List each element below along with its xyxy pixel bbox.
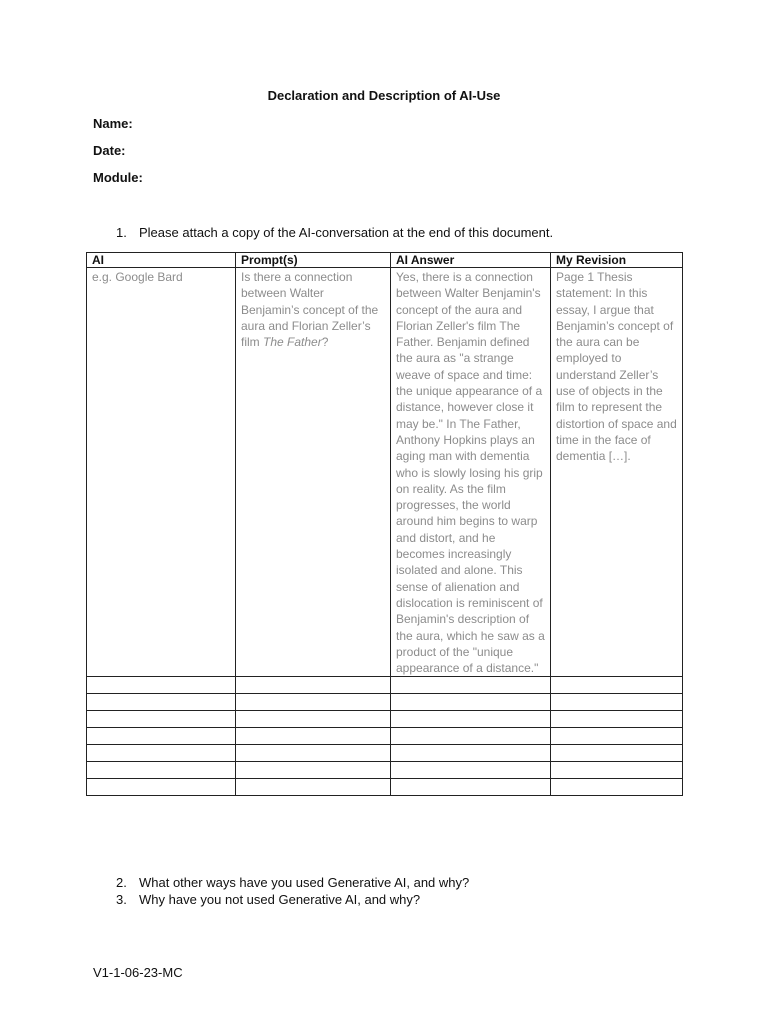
table-cell[interactable] — [236, 694, 391, 711]
table-cell[interactable] — [391, 728, 551, 745]
table-cell[interactable] — [236, 728, 391, 745]
table-cell[interactable] — [391, 694, 551, 711]
ai-use-table — [86, 252, 683, 796]
header-prompts: Prompt(s) — [236, 253, 391, 268]
table-cell[interactable] — [236, 745, 391, 762]
film-title: The Father — [263, 335, 322, 350]
table-cell[interactable] — [551, 711, 683, 728]
date-field-label: Date: — [93, 143, 126, 158]
question-2-number: 2. — [116, 875, 127, 890]
question-1-text: Please attach a copy of the AI-conversation at the end of this document. — [139, 225, 554, 240]
question-1-number: 1. — [116, 225, 127, 240]
table-row — [87, 728, 683, 745]
table-cell[interactable] — [87, 762, 236, 779]
header-my-revision: My Revision — [551, 253, 683, 268]
table-cell[interactable] — [551, 745, 683, 762]
table-cell[interactable] — [236, 677, 391, 694]
table-row — [87, 745, 683, 762]
table-row — [87, 762, 683, 779]
table-cell[interactable] — [87, 677, 236, 694]
prompt-end: ? — [321, 335, 329, 350]
example-revision-cell: Page 1 Thesis statement: In this essay, I argue that Benjamin’s concept of the aura can be employed to understand Zeller’s use of objects in the film to represent the distortion of space and time in the face of dementia […]. — [551, 268, 683, 677]
question-3-number: 3. — [116, 892, 127, 907]
header-ai: AI — [87, 253, 236, 268]
table-cell[interactable] — [551, 694, 683, 711]
example-prompt-cell — [236, 268, 391, 677]
question-2-text: What other ways have you used Generative AI, and why? — [139, 875, 470, 890]
example-answer-cell: Yes, there is a connection between Walter Benjamin's concept of the aura and Florian Zeller's film The Father. Benjamin defined the aura as "a strange weave of space and time: the unique appearance of a distance, however close it may be." In The Father, Anthony Hopkins plays an aging man with dementia who is slowly losing his grip on reality. As the film progresses, the world around him begins to warp and distort, and he becomes increasingly isolated and alone. This sense of alienation and dislocation is reminiscent of Benjamin's description of the aura, which he saw as a product of the "unique appearance of a distance." — [391, 268, 551, 677]
table-row — [87, 694, 683, 711]
table-cell[interactable] — [551, 677, 683, 694]
table-cell[interactable] — [87, 711, 236, 728]
table-cell[interactable] — [391, 677, 551, 694]
header-ai-answer: AI Answer — [391, 253, 551, 268]
table-cell[interactable] — [87, 745, 236, 762]
example-ai-cell: e.g. Google Bard — [87, 268, 236, 677]
page-title: Declaration and Description of AI-Use — [267, 88, 501, 103]
name-field-label: Name: — [93, 116, 133, 131]
table-row — [87, 677, 683, 694]
example-row — [87, 268, 683, 677]
table-cell[interactable] — [391, 711, 551, 728]
table-cell[interactable] — [551, 728, 683, 745]
table-cell[interactable] — [551, 779, 683, 796]
table-cell[interactable] — [87, 779, 236, 796]
table-cell[interactable] — [391, 779, 551, 796]
module-field-label: Module: — [93, 170, 143, 185]
table-cell[interactable] — [551, 762, 683, 779]
question-3-text: Why have you not used Generative AI, and why? — [139, 892, 421, 907]
table-cell[interactable] — [236, 762, 391, 779]
question-2 — [116, 875, 469, 890]
table-cell[interactable] — [236, 711, 391, 728]
table-cell[interactable] — [391, 762, 551, 779]
question-1 — [116, 225, 553, 240]
table-cell[interactable] — [391, 745, 551, 762]
table-row — [87, 711, 683, 728]
table-row — [87, 779, 683, 796]
table-cell[interactable] — [236, 779, 391, 796]
question-3 — [116, 892, 420, 907]
prompt-text: Is there a connection between Walter Benjamin’s concept of the aura and Florian Zeller’s film — [241, 270, 379, 350]
table-cell[interactable] — [87, 694, 236, 711]
table-header-row — [87, 253, 683, 268]
version-footer: V1-1-06-23-MC — [93, 965, 183, 980]
table-cell[interactable] — [87, 728, 236, 745]
